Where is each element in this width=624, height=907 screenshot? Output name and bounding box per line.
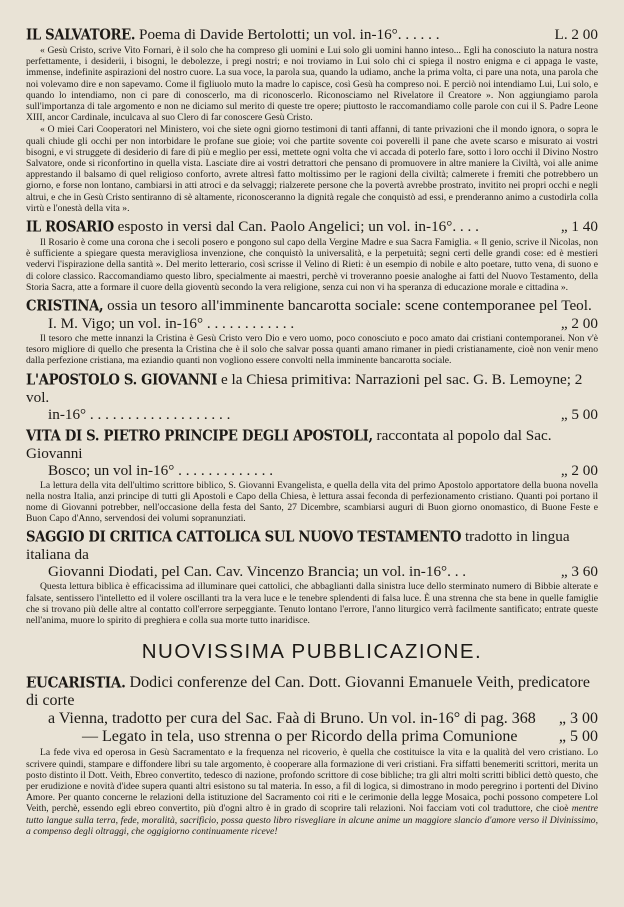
entry-description: tradotto in lingua italiana da: [26, 528, 570, 564]
entry-price: „ 5 00: [560, 405, 598, 423]
entry-body-quote: « O miei Cari Cooperatori nel Ministero, voi che siete ogni giorno testimoni di tanti affanni, di tante privazioni che il mondo ignora, o sopra le quali chiude gli occhi per non intorbidare le profane sue gioie; voi che partite sovente coi poverelli il pane che avete scarso e misurato ai vostri bisogni, e vi struggete di desiderio di fare di più e meglio per essi, mettete ogni volta che vi accada di poterlo fare, sotto i loro occhi il Divino Nostro Salvatore, onde si riconfortino in quella vista. Lasciate dire ai vostri detrattori che pensano di promuovere in altre maniere la Civiltà, voi alle anime apprestando il balsamo di quel religioso conforto, avrete altresì fatto moltissimo per le ragioni della civiltà; calmerete i fremiti che potrebbero un giorno, e forse non lontano, cambiarsi in atti atroci e da selvaggi; rialzerete persone che la povertà avrebbe prostrato, invitito nei propri occhi e negli altrui, e che in Gesù Cristo sentiranno di sè altamente, riconosceranno la dignità regale che conquistò ad essi, e prenderanno animo a custodirla colla virtù e l'onestà della vita ».: [26, 124, 598, 214]
entry-body: Questa lettura biblica è efficacissima ad illuminare quei cattolici, che abbaglianti dalla sinistra luce dello sterminato numero di Bibbie alterate e falsate, sentissero l'intelletto ed il volere oscillanti tra la vera luce e le tenebre splendenti di falsa luce. È una strenna che sta bene in quelle famiglie che si trovano più delle altre al contatto coll'errore serpeggiante. Tenuto lontano l'errore, l'anno liturgico verrà facilmente santificato; entrate queste nell'anima, muore lo spirito di preghiera e colla sua morte tutto inaridisce.: [26, 581, 598, 627]
entry-bound-edition: — Legato in tela, uso strenna o per Ricordo della prima Comunione: [82, 728, 518, 746]
entry-description-cont: in-16° . . . . . . . . . . . . . . . . . . .: [48, 405, 231, 423]
entry-description: esposto in versi dal Can. Paolo Angelici; un vol. in-16°. . . .: [113, 218, 479, 236]
entry-saggio-critica: [26, 528, 598, 626]
entry-title: L'APOSTOLO S. GIOVANNI: [26, 371, 218, 389]
entry-apostolo-giovanni: [26, 371, 598, 423]
entry-title: EUCARISTIA.: [26, 674, 126, 693]
entry-description-cont: Bosco; un vol in-16° . . . . . . . . . . . . .: [48, 461, 274, 479]
entry-price: „ 2 00: [560, 461, 598, 479]
entry-price: „ 3 60: [560, 563, 598, 581]
entry-description: Poema di Davide Bertolotti; un vol. in-16°. . . . . .: [135, 26, 440, 43]
entry-title: IL SALVATORE.: [26, 27, 136, 44]
entry-description-cont: I. M. Vigo; un vol. in-16° . . . . . . . . . . . .: [48, 315, 295, 333]
entry-bound-price: „ 5 00: [558, 728, 598, 746]
entry-body-text: La fede viva ed operosa in Gesù Sacramentato e la frequenza nel ricoverio, è quella che costituisce la vita e la qualità del vero cristiano. Lo scrivere quindi, stampare e diffondere libri su tale argomento, è cooperare alla formazione di veri cristiani. Fra siffatti benemeriti scrittori, merita un posto distinto il Dott. Veith, Ebreo convertito, tedesco di nazione, profondo scrittore di cose bibliche; tra gli altri molti scritti biblici dettò questo, che per erudizione e novità d'idee supera quanti altri esistono su tal materia. In esso, a fil di logica, si dimostrano in modo peregrino i portenti del Divino Amore. Per quanto concerne le relazioni della istituzione del Sacramento coi riti e le cerimonie della legge Mosaica, pochi possono competere Lol Veith, perchè, essendo egli ebreo convertito, più d'ogni altro è in grado di scoprire tali relazioni. Noi facciam voti col traduttore, che cioè: [26, 747, 598, 815]
entry-description: raccontata al popolo dal Sac. Giovanni: [26, 426, 552, 462]
section-heading: NUOVISSIMA PUBBLICAZIONE.: [141, 640, 483, 664]
entry-vita-s-pietro: [26, 427, 598, 525]
entry-title: IL ROSARIO: [26, 219, 114, 236]
entry-salvatore: [26, 26, 598, 214]
entry-eucaristia: [26, 674, 598, 837]
entry-title: CRISTINA,: [26, 298, 104, 315]
entry-body: [26, 747, 598, 837]
entry-description: Dodici conferenze del Can. Dott. Giovanni Emanuele Veith, predicatore di corte: [26, 674, 590, 710]
entry-price: „ 2 00: [560, 315, 598, 333]
entry-title: SAGGIO DI CRITICA CATTOLICA SUL NUOVO TESTAMENTO: [26, 529, 462, 547]
entry-description: ossia un tesoro all'imminente bancarotta sociale: scene contemporanee pel Teol.: [103, 297, 592, 315]
entry-body: Il tesoro che mette innanzi la Cristina è Gesù Cristo vero Dio e vero uomo, poco conosciuto e poco amato dai cristiani contemporanei. Non v'è tesoro migliore di quello che presenta la Cristina che è il solo che salvar possa quanti amano rimaner in piedi cristianamente, cioè non venir meno dalla perfezione cristiana, ma eziandio quanti non vogliono essere convolti nella imminente bancarotta sociale.: [26, 333, 598, 367]
entry-rosario: [26, 218, 598, 293]
entry-price: L. 2 00: [554, 26, 598, 43]
entry-description: e la Chiesa primitiva: Narrazioni pel sac. G. B. Lemoyne; 2 vol.: [26, 370, 583, 406]
entry-cristina: [26, 297, 598, 367]
entry-price: „ 3 00: [558, 710, 598, 728]
entry-body-italic: mentre tutto langue sulla terra, fede, moralità, sacrificio, possa questo libro risvegliare in alcune anime un maggiore slancio d'amore verso il Divinissimo, a compenso degli oltraggi, che oggigiorno continuamente riceve!: [26, 803, 598, 837]
entry-description-cont: a Vienna, tradotto per cura del Sac. Faà di Bruno. Un vol. in-16° di pag. 368: [48, 710, 536, 728]
entry-body: La lettura della vita dell'ultimo scrittore biblico, S. Giovanni Evangelista, e quella della vita del primo Apostolo apportatore della buona novella nella nostra Italia, anzi principe di tutti gli Apostoli e Capo della Chiesa, è lettura assai feconda di perfezionamento cristiano. Quanti poi portano il nome di Giovanni potrebber, nell'occasione della festa del Santo, 27 Dicembre, scambiarsi auguri di Buon giorno onomastico, di Buone Feste e Buon Capo d'Anno, servendosi dei volumi sopranunziati.: [26, 479, 598, 525]
entry-title: VITA DI S. PIETRO PRINCIPE DEGLI APOSTOLI,: [26, 427, 373, 445]
entry-description-cont: Giovanni Diodati, pel Can. Cav. Vincenzo Brancia; un vol. in-16°. . .: [48, 563, 467, 581]
entry-body: Il Rosario è come una corona che i secoli posero e pongono sul capo della Vergine Madre e sua Sacra Famiglia. « Il genio, scrive il Nicolas, non è sufficiente a spiegare questa meravigliosa invenzione, che conquistò la universalità, e la perpetuità; segni certi delle grandi cose: ed è mestieri vedervi l'ispirazione della santità ». Del merito letterario, così scrisse il Velino di Rieti: è un esempio di nobile e alto poetare, tutto vena, di suono e di colore classico. Raccomandiamo questo libro, specialmente ai maestri, perchè vi troveranno poesie analoghe ai fatti del Nuovo Testamento, della Storia Sacra, atte a formare il cuore della gioventù secondo la vera religione, senza cui non vi ha speranza di educazione morale e cittadina ».: [26, 237, 598, 293]
entry-price: „ 1 40: [560, 218, 598, 236]
entry-body: « Gesù Cristo, scrive Vito Fornari, è il solo che ha compreso gli uomini e Lui solo gli uomini hanno inteso... Egli ha conosciuto la natura nostra perfettamente, i desiderii, i bisogni, le debolezze, i pregi nostri; e noi troviamo in Lui solo chi ci spiega il nostro enigma e ci appaga le vaste, immense, indefinite aspirazioni del nostro cuore. La sua voce, la parola sua, quando la udiamo, anche la prima volta, ci pare una nota, una parola che noi volevamo dire e non sapevamo. Come il figliuolo muto la madre lo capisce, così Gesù ha compreso noi. E perciò noi intendiamo Lui, Lui solo, e quando lo intendiamo, non ci pare di conoscerlo, ma di riconoscerlo. Riconosciamo nel Rivelatore il Creatore ». Non aggiungiamo parola sull'importanza di tale argomento e non ne diciamo sul merito di queste tre opere; piuttosto le raccomandiamo colle parole con cui il S. Padre Leone XIII, ancor Cardinale, inculcava al suo Clero di far conoscere Gesù Cristo.: [26, 45, 598, 124]
